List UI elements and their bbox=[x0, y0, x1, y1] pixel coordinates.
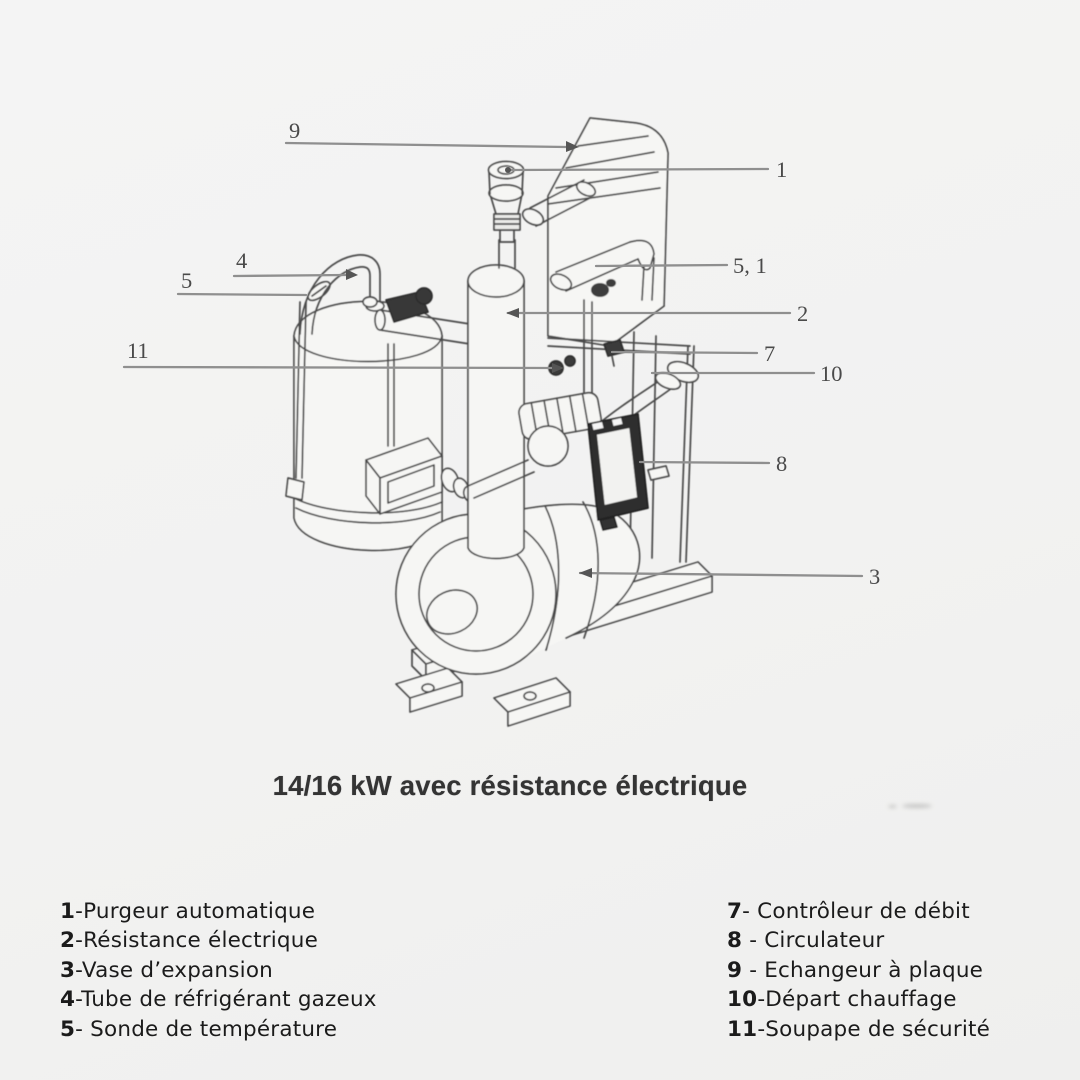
callout-10: 10 bbox=[820, 361, 843, 386]
legend-item-label: - Contrôleur de débit bbox=[742, 899, 970, 924]
callout-7: 7 bbox=[764, 341, 776, 366]
legend-item-9 bbox=[727, 956, 990, 985]
legend-item-number: 10 bbox=[727, 987, 758, 1013]
legend-item-number: 7 bbox=[727, 899, 743, 924]
legend-item-label: -Vase d’expansion bbox=[75, 957, 274, 983]
callout-11: 11 bbox=[127, 338, 149, 363]
leader-line-11 bbox=[124, 367, 552, 368]
legend-item-5 bbox=[60, 1015, 377, 1044]
callout-1: 1 bbox=[776, 157, 788, 182]
callout-9: 9 bbox=[289, 118, 301, 143]
callout-2: 2 bbox=[797, 301, 809, 326]
legend-item-number: 4 bbox=[60, 987, 76, 1013]
leader-line-9 bbox=[286, 143, 566, 147]
legend-item-label: -Résistance électrique bbox=[75, 928, 319, 954]
plate-heat-exchanger-drawing bbox=[548, 118, 668, 346]
arrowhead-4 bbox=[346, 269, 358, 280]
callout-4: 4 bbox=[236, 248, 248, 273]
scan-smudge bbox=[888, 802, 936, 810]
legend-item-label: - Sonde de température bbox=[75, 1016, 338, 1042]
leader-line-1 bbox=[510, 169, 768, 170]
callout-5: 5 bbox=[181, 268, 193, 293]
legend-item-label: -Purgeur automatique bbox=[75, 899, 316, 924]
legend-item-number: 1 bbox=[60, 899, 76, 924]
air-vent-drawing bbox=[489, 162, 524, 269]
dot-1 bbox=[505, 167, 511, 173]
legend-item-label: -Tube de réfrigérant gazeux bbox=[75, 987, 377, 1013]
legend-item-2 bbox=[60, 926, 377, 955]
legend-item-8 bbox=[727, 926, 990, 955]
machine-drawing bbox=[286, 118, 712, 726]
legend-item-number: 11 bbox=[727, 1016, 758, 1042]
callout-5-1: 5, 1 bbox=[733, 253, 767, 278]
legend-item-1 bbox=[60, 897, 377, 926]
legend-item-number: 3 bbox=[60, 957, 76, 983]
leader-line-5-1 bbox=[596, 265, 727, 266]
callout-8: 8 bbox=[776, 451, 788, 476]
legend-item-4 bbox=[60, 985, 377, 1014]
legend-item-label: -Départ chauffage bbox=[757, 987, 957, 1013]
resistance-cylinder-drawing bbox=[468, 265, 524, 559]
left-tank-drawing bbox=[286, 278, 442, 550]
figure-caption: 14/16 kW avec résistance électrique bbox=[272, 770, 748, 801]
leader-line-4 bbox=[234, 275, 346, 276]
callout-3: 3 bbox=[869, 564, 881, 589]
legend-item-number: 8 bbox=[727, 928, 743, 954]
legend-item-number: 9 bbox=[727, 957, 743, 983]
legend-item-label: -Soupape de sécurité bbox=[757, 1016, 991, 1042]
leader-line-5 bbox=[178, 294, 306, 295]
leader-line-8 bbox=[640, 462, 769, 463]
legend-item-7 bbox=[727, 897, 990, 926]
legend-item-label: - Echangeur à plaque bbox=[742, 957, 984, 983]
legend-item-number: 5 bbox=[60, 1016, 76, 1042]
legend-left-column bbox=[60, 897, 377, 1044]
legend-item-3 bbox=[60, 956, 377, 985]
legend-item-11 bbox=[727, 1015, 990, 1044]
legend-item-label: - Circulateur bbox=[742, 928, 885, 954]
legend-item-number: 2 bbox=[60, 928, 76, 954]
legend-right-column bbox=[727, 897, 990, 1044]
legend-item-10 bbox=[727, 985, 990, 1014]
leader-line-7 bbox=[612, 352, 757, 353]
